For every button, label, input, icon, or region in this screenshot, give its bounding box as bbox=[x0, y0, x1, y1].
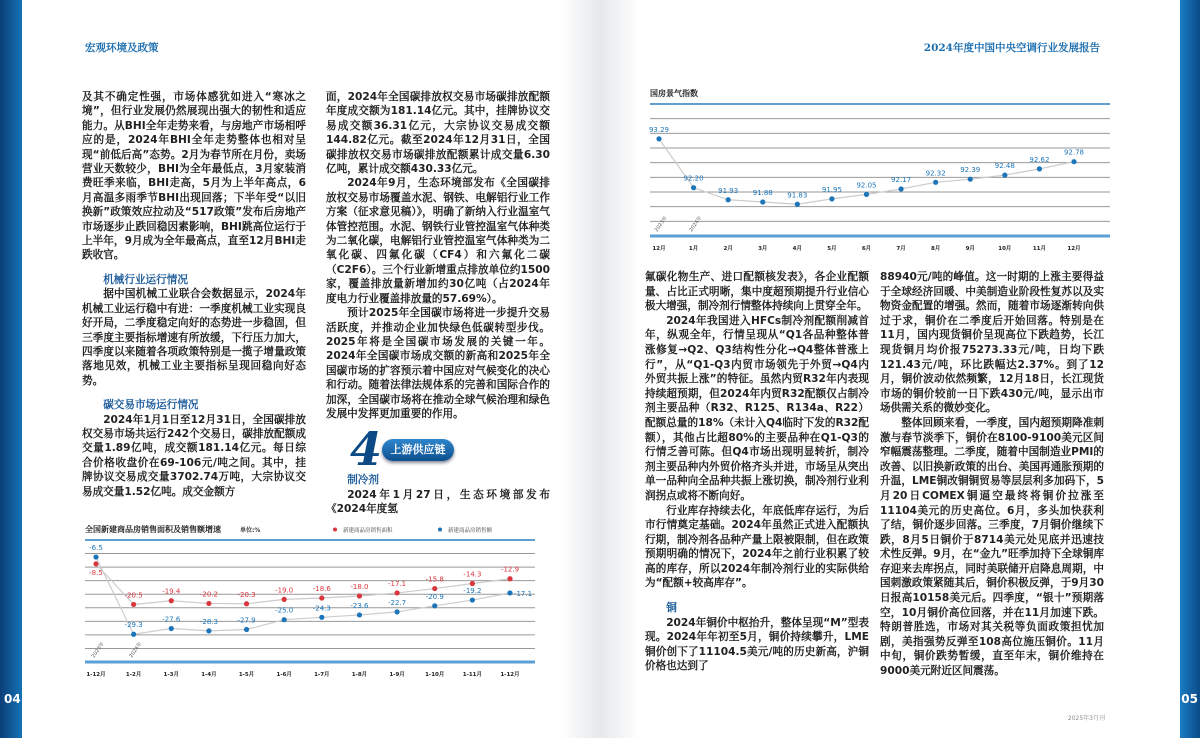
data-label: 92.20 bbox=[683, 174, 704, 183]
paragraph: 行业库存持续去化，年底低库存运行，为后市行情奠定基础。2024年虽然正式进入配额执行期，制冷剂各品种产量上限被限制，但在政策预期明确的情况下，2024年之前行业积累了较高的库存，所以2024年制冷剂行业的实际供给为“配额+较高库存”。 bbox=[645, 504, 869, 590]
data-point bbox=[760, 199, 765, 204]
data-point bbox=[864, 192, 869, 197]
data-label: -6.5 bbox=[89, 544, 103, 553]
x-tick-label: 1-9月 bbox=[389, 672, 405, 678]
data-label: -12.9 bbox=[500, 565, 520, 574]
x-tick-label: 3月 bbox=[758, 246, 768, 252]
data-label: -19.4 bbox=[162, 587, 181, 596]
section-heading: 制冷剂 bbox=[347, 474, 379, 487]
data-point bbox=[968, 177, 973, 182]
data-label: -27.9 bbox=[237, 616, 256, 625]
x-tick-label: 1-8月 bbox=[351, 672, 368, 678]
x-tick-label: 1-11月 bbox=[462, 672, 482, 678]
data-label: 92.39 bbox=[960, 166, 981, 175]
paragraph: 及其不确定性强，市场体感犹如进入“寒冰之境”，但行业发展仍然展现出强大的韧性和适应能力。从BHI全年走势来看，与房地产市场相呼应的是，2024年BHI全年走势整体也相对呈现“前低后高”态势。2月为春节所在月份，卖场营业天数较少，BHI为全年最低点，3月家装消费旺季来临，BHI走高，5月为上半年高点，6月高温多雨季节BHI出现回落；下半年受“以旧换新”政策效应拉动及“517政策”发布后房地产市场逐步止跌回稳因素影响，BHI跳高位运行于上半年，9月成为全年最高点，直至12月BHI走跌收官。 bbox=[82, 91, 306, 262]
paragraph: 面，2024年全国碳排放权交易市场碳排放配额年度成交额为181.14亿元。其中，挂牌协议交易成交额36.31亿元，大宗协议交易成交额144.82亿元。截至2024年12月31日，全国碳排放权交易市场碳排放配额累计成交量6.30亿吨，累计成交额430.33亿元。 bbox=[326, 91, 550, 176]
x-tick-label: 1-7月 bbox=[314, 672, 330, 678]
paragraph: 2024年1月27日，生态环境部发布《2024年度氢 bbox=[326, 488, 550, 516]
paragraph: 2024年9月，生态环境部发布《全国碳排放权交易市场覆盖水泥、钢铁、电解铝行业工作方案（征求意见稿）》，明确了新纳入行业温室气体管控范围。水泥、钢铁行业管控温室气体种类为二氧化碳，电解铝行业管控温室气体种类为二氧化碳、四氟化碳（CF4）和六氟化二碳（C2F6）。三个行业新增重点排放单位约1500家，覆盖排放量新增加约30亿吨（占2024年度电力行业覆盖排放量的57.69%）。 bbox=[326, 177, 550, 305]
data-point bbox=[1037, 166, 1042, 171]
x-tick-label: 1-6月 bbox=[276, 672, 292, 678]
data-label: -29.3 bbox=[124, 621, 143, 630]
data-label: 92.78 bbox=[1063, 148, 1085, 157]
data-label: -17.1 bbox=[513, 589, 533, 598]
x-tick-label: 1-4月 bbox=[201, 672, 217, 678]
x-tick-label: 11月 bbox=[1032, 246, 1046, 252]
data-point bbox=[829, 196, 834, 201]
data-label: 92.05 bbox=[856, 181, 877, 190]
data-label: -15.8 bbox=[425, 575, 444, 584]
paragraph: 2024年1月1日至12月31日，全国碳排放权交易市场共运行242个交易日，碳排放配额成交量1.89亿吨，成交额181.14亿元。每日综合价格收盘价在69-106元/吨之间。其中，挂牌协议交易成交量3702.74万吨，大宗协议交易成交量1.52亿吨。成交金额方 bbox=[82, 413, 306, 498]
x-tick-label: 12月 bbox=[1067, 246, 1081, 252]
x-tick-label: 6月 bbox=[861, 246, 872, 252]
paragraph: 预计2025年全国碳市场将进一步提升交易活跃度，并推动企业加快绿色低碳转型步伐。2025年将是全国碳市场发展的关键一年。2024年全国碳市场成交额的新高和2025年全国碳市场的扩容预示着中国应对气候变化的决心和行动。随着法律法规体系的完善和国际合作的加深，全国碳市场将在推动全球气候治理和绿色发展中发挥更加重要的作用。 bbox=[326, 307, 550, 420]
x-tick-label: 1-3月 bbox=[163, 672, 179, 678]
x-tick-label: 1-12月 bbox=[500, 672, 520, 678]
x-tick-label: 2月 bbox=[723, 246, 733, 252]
x-tick-label: 8月 bbox=[931, 246, 941, 252]
data-label: 91.95 bbox=[821, 185, 842, 194]
data-label: -23.6 bbox=[350, 601, 369, 610]
data-label: 92.32 bbox=[925, 169, 946, 178]
data-label: -19.2 bbox=[463, 587, 482, 596]
data-point bbox=[795, 202, 800, 207]
data-point bbox=[933, 180, 938, 185]
chart-title: 国房景气指数 bbox=[650, 89, 698, 98]
section-heading: 铜 bbox=[666, 602, 677, 615]
running-head-right: 2024年度中国中央空调行业发展报告 bbox=[923, 42, 1100, 54]
paragraph: 2024年铜价中枢抬升，整体呈现“M”型表现。2024年年初至5月，铜价持续攀升，LME铜价创下了11104.5美元/吨的历史新高，沪铜价格也达到了 bbox=[645, 616, 869, 673]
legend-label: 新建商品房销售面积 bbox=[343, 528, 393, 534]
data-point bbox=[726, 197, 731, 202]
x-tick-label: 10月 bbox=[998, 246, 1012, 252]
paragraph: 88940元/吨的峰值。这一时期的上涨主要得益于全球经济回暖、中美制造业阶段性复苏以及实物资金配置的增强。然而，随着市场逐渐转向供过于求，铜价在二季度后开始回落。特别是在11月，国内现货铜价呈现高位下跌趋势，长江现货铜月均价报75273.33元/吨，日均下跌121.43元/吨，环比跌幅达2.37%。到了12月，铜价波动依然频繁，12月18日，长江现货市场的铜价较前一日下跌430元/吨，显示出市场供需关系的微妙变化。 bbox=[880, 271, 1104, 415]
data-label: 92.62 bbox=[1029, 155, 1050, 164]
data-label: -20.2 bbox=[199, 590, 218, 599]
paragraph: 据中国机械工业联合会数据显示，2024年机械工业运行稳中有进：一季度机械工业实现良好开局，二季度稳定向好的态势进一步稳固，但三季度主要指标增速有所放缓，下行压力加大，四季度以来随着各项政策特别是一揽子增量政策落地见效，机械工业主要指标呈现回稳向好态势。 bbox=[82, 288, 306, 387]
data-label: 91.93 bbox=[718, 186, 739, 195]
section-title: 上游供应链 bbox=[382, 439, 454, 461]
section-number: 4 bbox=[350, 422, 383, 477]
data-label: 91.88 bbox=[752, 189, 773, 198]
data-label: -18.6 bbox=[312, 585, 331, 594]
data-label: -24.3 bbox=[312, 604, 331, 613]
x-tick-label: 1-2月 bbox=[125, 672, 142, 678]
section-heading: 机械行业运行情况 bbox=[103, 273, 188, 286]
x-tick-label: 1-12月 bbox=[86, 672, 106, 678]
data-label: -28.3 bbox=[199, 617, 218, 626]
paragraph: 2024年我国进入HFCs制冷剂配额削减首年，纵观全年，行情呈现从“Q1各品种整体普涨修复→Q2、Q3结构性分化→Q4整体普涨上行”，从“Q1-Q3内贸市场领先于外贸→Q4内外贸共振上涨”的特征。虽然内贸R32年内表现持续超预期，但2024年内贸R32配额仅占制冷剂主要品种（R32、R125、R134a、R22）配额总量的18%（未计入Q4临时下发的R32配额），其他占比超80%的主要品种在Q1-Q3的行情乏善可陈。但Q4市场出现明显转折，制冷剂主要品种内外贸价格齐头并进，市场呈从突出单一品种向全品种共振上涨切换，制冷剂行业利润拐点或将不断向好。 bbox=[645, 314, 869, 502]
data-label: -20.5 bbox=[124, 591, 143, 600]
data-label: -19.0 bbox=[275, 586, 294, 595]
running-head-left: 宏观环境及政策 bbox=[85, 42, 159, 54]
data-label: 93.29 bbox=[648, 125, 670, 134]
section-heading: 碳交易市场运行情况 bbox=[103, 399, 199, 412]
paragraph: 整体回顾来看，一季度，国内超预期降准刺激与春节淡季下，铜价在8100-9100美元区间窄幅震荡整理。二季度，随着中国制造业PMI的改善、以旧换新政策的出台、美国再通胀预期的升温，LME铜改铜铜贸易等层层利多加码下，5月20日COMEX铜逼空最终将铜价拉涨至11104美元的历史高位。6月，多头加快获利了结，铜价逐步回落。三季度，7月铜价继续下跌，8月5日铜价于8714美元处见底并迅速技术性反弹。9月，在“金九”旺季加持下全球铜库存迎来去库拐点，同时美联储开启降息周期，中国刺激政策紧随其后，铜价积极反弹，于9月30日报高10158美元后。四季度，“银十”预期落空，10月铜价高位回落，并在11月加速下跌。特朗普胜选，市场对其关税等负面政策担忧加剧，美指强势反弹至108高位施压铜价。11月中旬，铜价跌势暂缓，直至年末，铜价维持在9000美元附近区间震荡。 bbox=[880, 416, 1104, 678]
issue-label: 2025年3月刊 bbox=[1067, 715, 1105, 722]
data-label: -27.6 bbox=[162, 615, 181, 624]
year-label: 2024年 bbox=[128, 641, 144, 660]
data-label: -22.7 bbox=[388, 598, 407, 607]
x-tick-label: 1月 bbox=[688, 246, 699, 252]
data-label: 92.17 bbox=[891, 176, 912, 185]
data-label: -20.9 bbox=[425, 592, 444, 601]
data-label: -25.0 bbox=[275, 606, 294, 615]
year-label: 2023年 bbox=[90, 641, 106, 660]
paragraph: 氟碳化物生产、进口配额核发表》，各企业配额量、占比正式明晰，集中度超预期提升行业信心极大增强，制冷剂行情整体持续向上贯穿全年。 bbox=[645, 271, 869, 313]
x-tick-label: 4月 bbox=[792, 246, 802, 252]
data-label: -8.5 bbox=[89, 568, 103, 577]
data-label: -17.1 bbox=[388, 579, 407, 588]
data-point bbox=[1002, 173, 1007, 178]
legend-label: 新建商品房销售额 bbox=[448, 528, 493, 534]
x-tick-label: 5月 bbox=[827, 246, 837, 252]
x-tick-label: 9月 bbox=[965, 246, 975, 252]
page-number-right: 05 bbox=[1181, 692, 1198, 706]
year-label: 2024年 bbox=[688, 215, 704, 234]
x-tick-label: 12月 bbox=[652, 246, 666, 252]
chart-unit: 单位:% bbox=[240, 527, 261, 534]
data-point bbox=[898, 186, 903, 191]
x-tick-label: 7月 bbox=[896, 246, 906, 252]
data-label: -14.3 bbox=[463, 570, 482, 579]
chart-title: 全国新建商品房销售面积及销售额增速 bbox=[85, 525, 221, 534]
x-tick-label: 1-10月 bbox=[425, 672, 445, 678]
data-label: -18.0 bbox=[350, 583, 369, 591]
page-number-left: 04 bbox=[4, 692, 21, 706]
data-point bbox=[1071, 159, 1076, 164]
year-label: 2023年 bbox=[653, 215, 669, 234]
x-tick-label: 1-5月 bbox=[238, 672, 255, 678]
data-label: -20.3 bbox=[237, 590, 256, 599]
data-point bbox=[656, 136, 661, 141]
data-label: 91.83 bbox=[787, 191, 808, 200]
data-label: 92.48 bbox=[994, 162, 1015, 171]
data-point bbox=[691, 185, 696, 190]
